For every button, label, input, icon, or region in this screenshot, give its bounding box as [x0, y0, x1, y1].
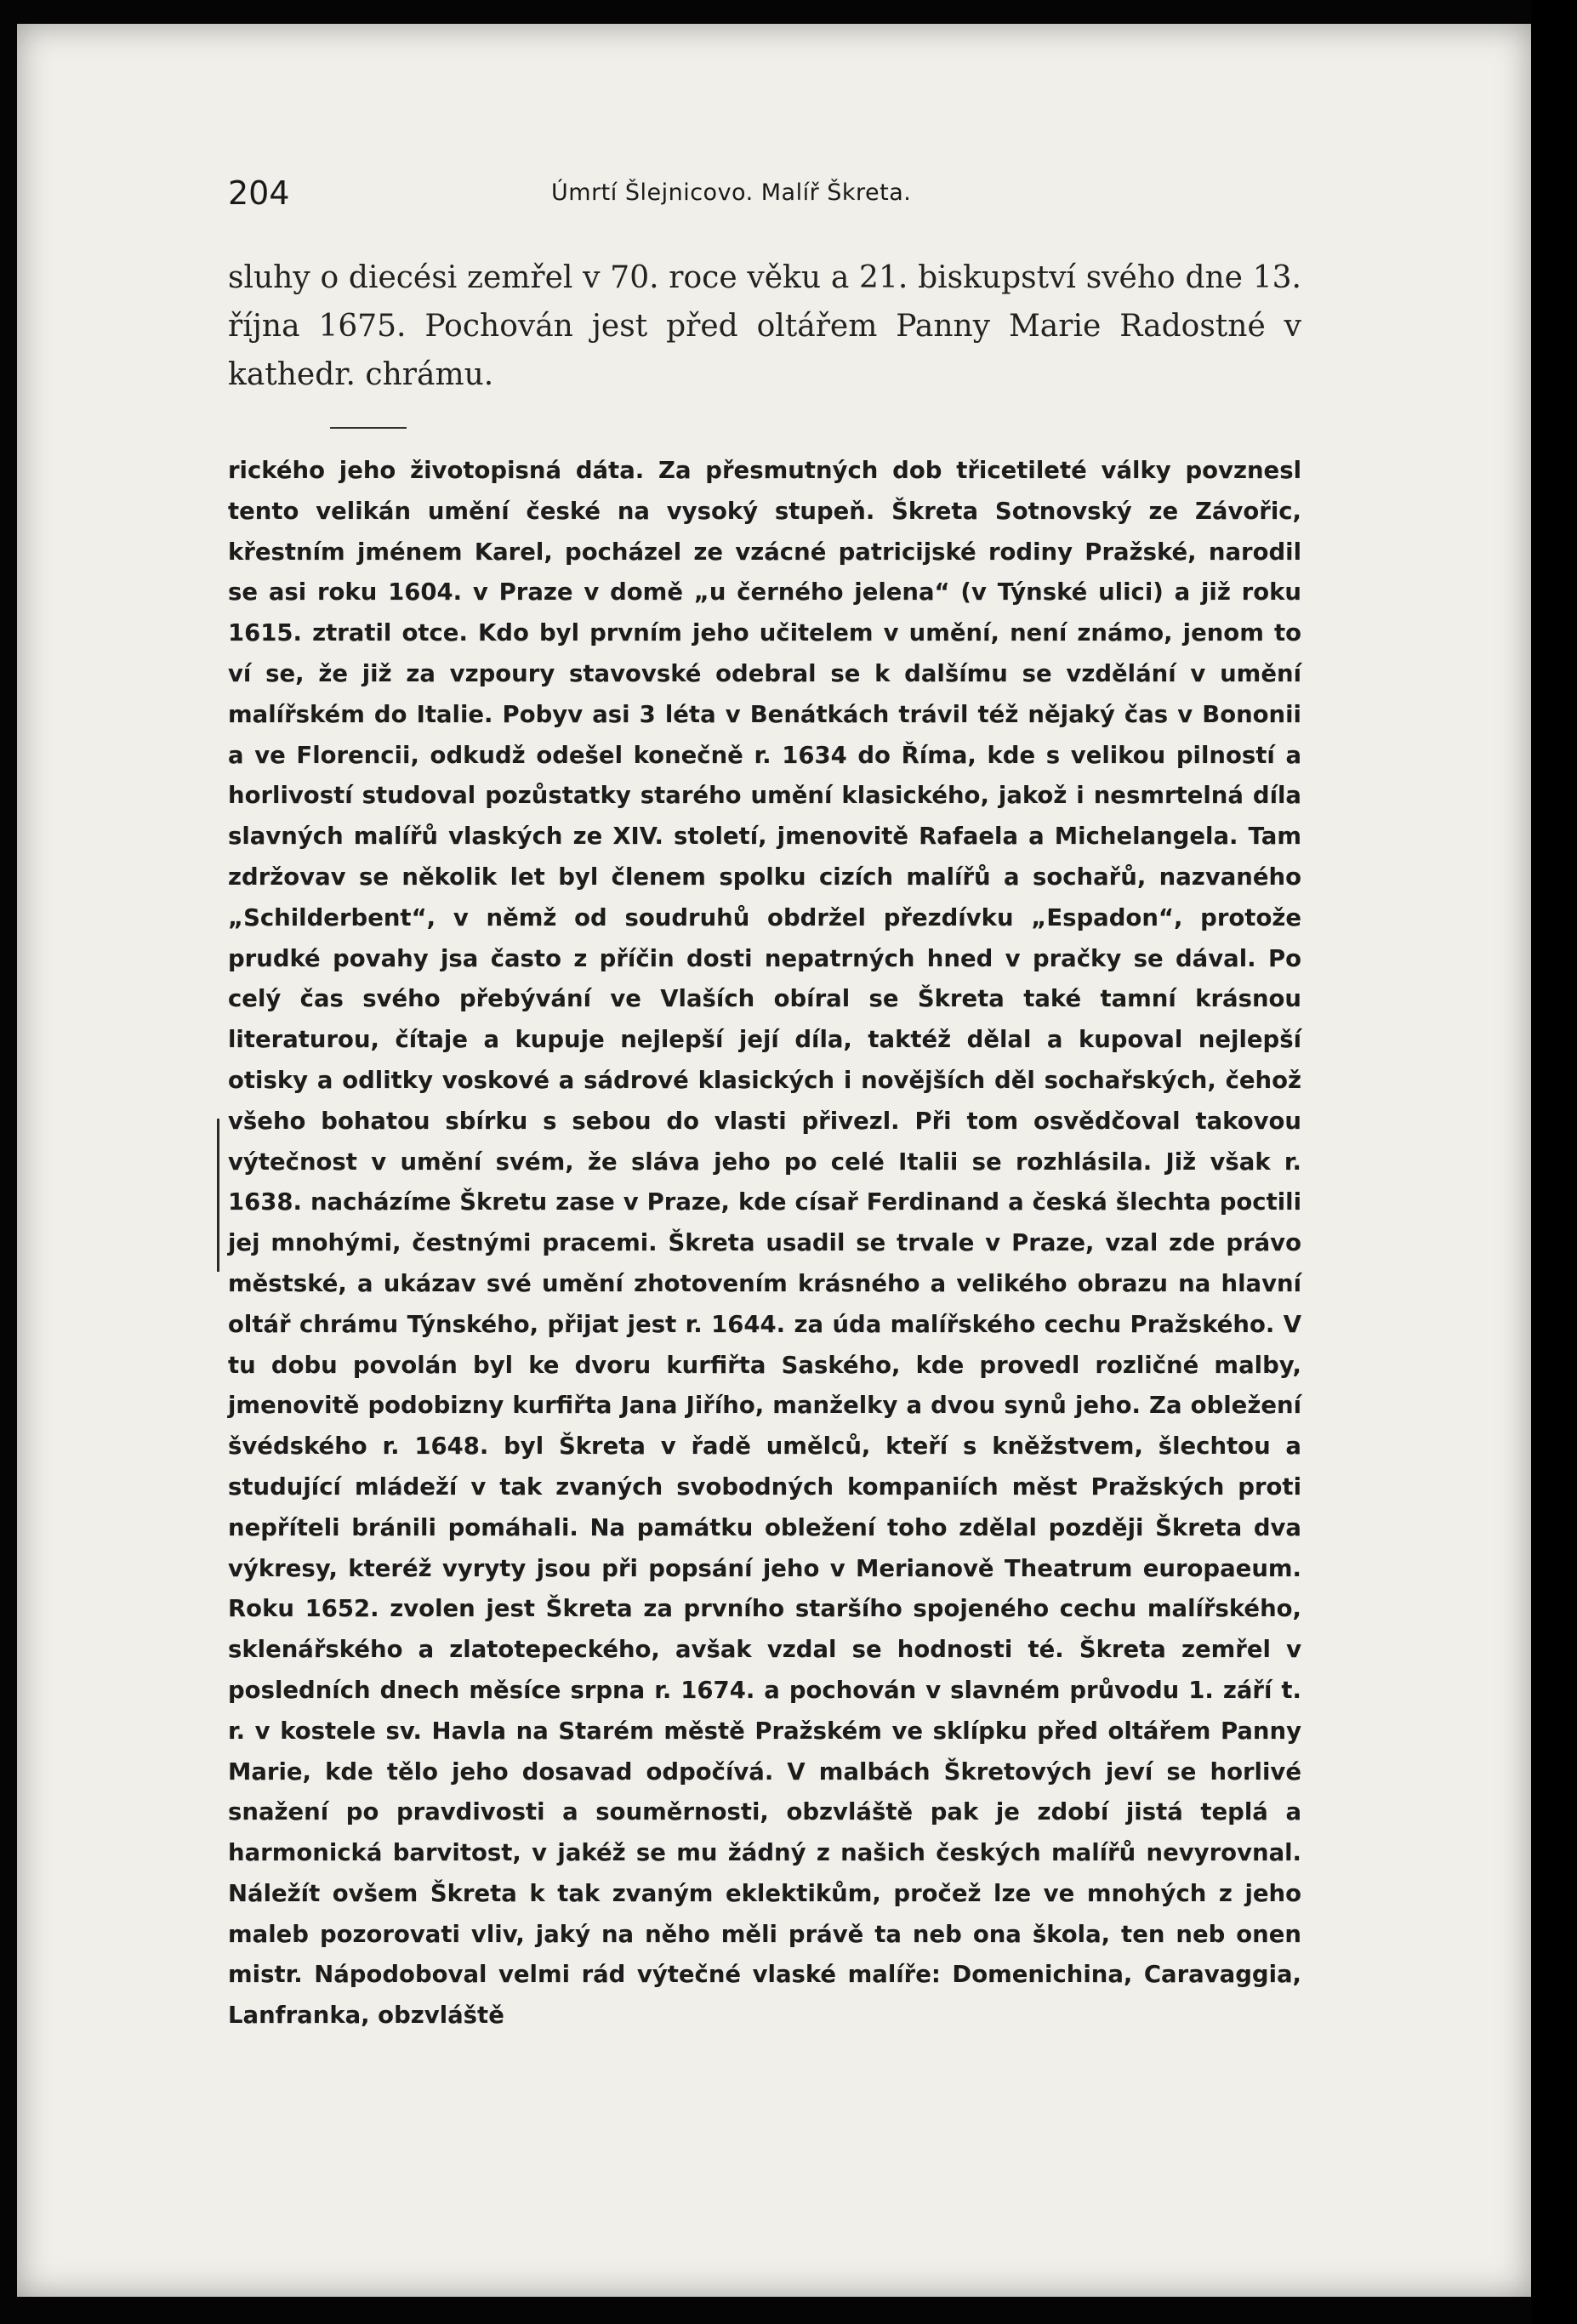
page-number: 204 — [228, 174, 290, 212]
page-header — [228, 174, 1317, 225]
separator-rule — [330, 427, 407, 429]
intro-paragraph: sluhy o diecési zemřel v 70. roce věku a 21. biskupství svého dne 13. října 1675. Pochován jest před oltářem Panny Marie Radostné v kathedr. chrámu. — [228, 260, 1301, 392]
main-paragraph: rického jeho životopisná dáta. Za přesmutných dob třicetileté války povznesl tento velikán umění české na vysoký stupeň. Škreta Sotnovský ze Závořic, křestním jménem Karel, pocházel ze vzácné patricijské rodiny Pražské, narodil se asi roku 1604. v Praze v domě „u černého jelena“ (v Týnské ulici) a již roku 1615. ztratil otce. Kdo byl prvním jeho učitelem v umění, není známo, jenom to ví se, že již za vzpoury stavovské odebral se k dalšímu se vzdělání v umění malířském do Italie. Pobyv asi 3 léta v Benátkách trávil též nějaký čas v Bononii a ve Florencii, odkudž odešel konečně r. 1634 do Říma, kde s velikou pilností a horlivostí studoval pozůstatky starého umění klasického, jakož i nesmrtelná díla slavných malířů vlaských ze XIV. století, jmenovitě Rafaela a Michelangela. Tam zdržovav se několik let byl členem spolku cizích malířů a sochařů, nazvaného „Schilderbent“, v němž od soudruhů obdržel přezdívku „Espadon“, protože prudké povahy jsa často z příčin dosti nepatrných hned v pračky se dával. Po celý čas svého přebývání ve Vlaších obíral se Škreta také tamní krásnou literaturou, čítaje a kupuje nejlepší její díla, taktéž dělal a kupoval nejlepší otisky a odlitky voskové a sádrové klasických i novějších děl sochařských, čehož všeho bohatou sbírku s sebou do vlasti přivezl. Při tom osvědčoval takovou výtečnost v umění svém, že sláva jeho po celé Italii se rozhlásila. Již však r. 1638. nacházíme Škretu zase v Praze, kde císař Ferdinand a česká šlechta poctili jej mnohými, čestnými pracemi. Škreta usadil se trvale v Praze, vzal zde právo městské, a ukázav své umění zhotovením krásného a velikého obrazu na hlavní oltář chrámu Týnského, přijat jest r. 1644. za úda malířského cechu Pražského. V tu dobu povolán byl ke dvoru kurfiřta Saského, kde provedl rozličné malby, jmenovitě podobizny kurfiřta Jana Jiřího, manželky a dvou synů jeho. Za obležení švédského r. 1648. byl Škreta v řadě umělců, kteří s kněžstvem, šlechtou a studující mládeží v tak zvaných svobodných kompaniích měst Pražských proti nepříteli bránili pomáhali. Na památku obležení toho zdělal později Škreta dva výkresy, kteréž vyryty jsou při popsání jeho v Merianově Theatrum europaeum. Roku 1652. zvolen jest Škreta za prvního staršího spojeného cechu malířského, sklenářského a zlatotepeckého, avšak vzdal se hodnosti té. Škreta zemřel v posledních dnech měsíce srpna r. 1674. a pochován v slavném průvodu 1. září t. r. v kostele sv. Havla na Starém městě Pražském ve sklípku před oltářem Panny Marie, kde tělo jeho dosavad odpočívá. V malbách Škretových jeví se horlivé snažení po pravdivosti a souměrnosti, obzvláště pak je zdobí jistá teplá a harmonická barvitost, v jakéž se mu žádný z našich českých malířů nevyrovnal. Náležít ovšem Škreta k tak zvaným eklektikům, pročež lze ve mnohých z jeho maleb pozorovati vliv, jaký na něho měli právě ta neb ona škola, ten neb onen mistr. Nápodoboval velmi rád výtečné vlaské malíře: Domenichina, Caravaggia, Lanfranka, obzvláště — [228, 457, 1301, 2030]
margin-mark — [217, 1119, 219, 1272]
scan-edge — [1531, 0, 1577, 2324]
running-title: Úmrtí Šlejnicovo. Malíř Škreta. — [551, 179, 912, 206]
